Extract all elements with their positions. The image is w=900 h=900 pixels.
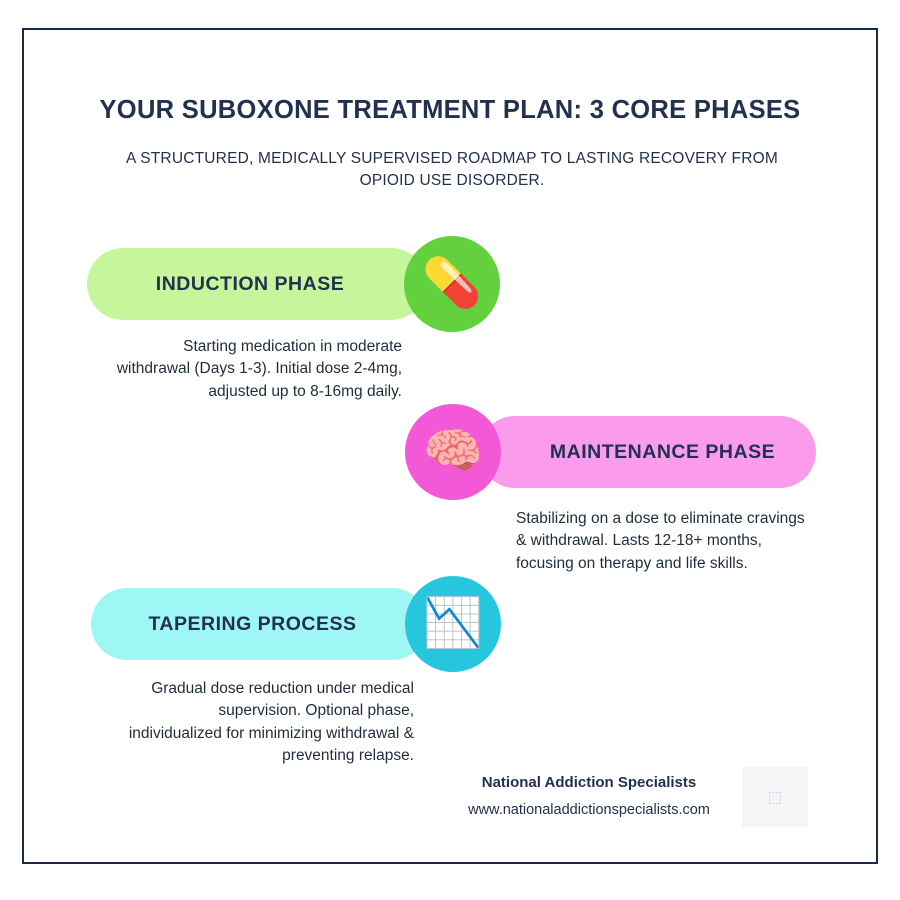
phase-maintenance-description: Stabilizing on a dose to eliminate cravings & withdrawal. Lasts 12-18+ months, focusing on therapy and life skills. xyxy=(516,510,805,572)
phase-maintenance-pill[interactable] xyxy=(479,416,816,488)
footer-organization: National Addiction Specialists xyxy=(481,774,697,791)
page-title: YOUR SUBOXONE TREATMENT PLAN: 3 CORE PHASES xyxy=(99,96,801,124)
declining-chart-icon: 📉 xyxy=(423,597,483,650)
infographic-frame xyxy=(22,28,878,864)
phase-tapering-label: TAPERING PROCESS xyxy=(148,612,357,635)
phase-tapering-description: Gradual dose reduction under medical supervision. Optional phase, individualized for minimizing withdrawal & preventing relapse. xyxy=(128,680,414,765)
footer-website[interactable]: www.nationaladdictionspecialists.com xyxy=(468,802,710,818)
phase-induction-label: INDUCTION PHASE xyxy=(155,272,345,295)
footer-logo xyxy=(742,767,808,827)
phase-induction-icon-circle xyxy=(404,236,500,332)
phase-tapering-icon-circle xyxy=(405,576,501,672)
phase-maintenance-icon-circle xyxy=(405,404,501,500)
phase-induction-pill[interactable] xyxy=(87,248,427,320)
brain-icon: 🧠 xyxy=(423,425,483,478)
pill-capsule-icon: 💊 xyxy=(422,257,482,310)
phase-tapering-pill[interactable] xyxy=(91,588,428,660)
phase-maintenance-label: MAINTENANCE PHASE xyxy=(549,440,776,463)
phase-induction-description: Starting medication in moderate withdrawal (Days 1-3). Initial dose 2-4mg, adjusted up to 8-16mg daily. xyxy=(116,338,402,400)
placeholder-logo-icon: ⬚ xyxy=(767,789,783,806)
page-subtitle: A STRUCTURED, MEDICALLY SUPERVISED ROADMAP TO LASTING RECOVERY FROM OPIOID USE DISORDER. xyxy=(126,150,778,190)
